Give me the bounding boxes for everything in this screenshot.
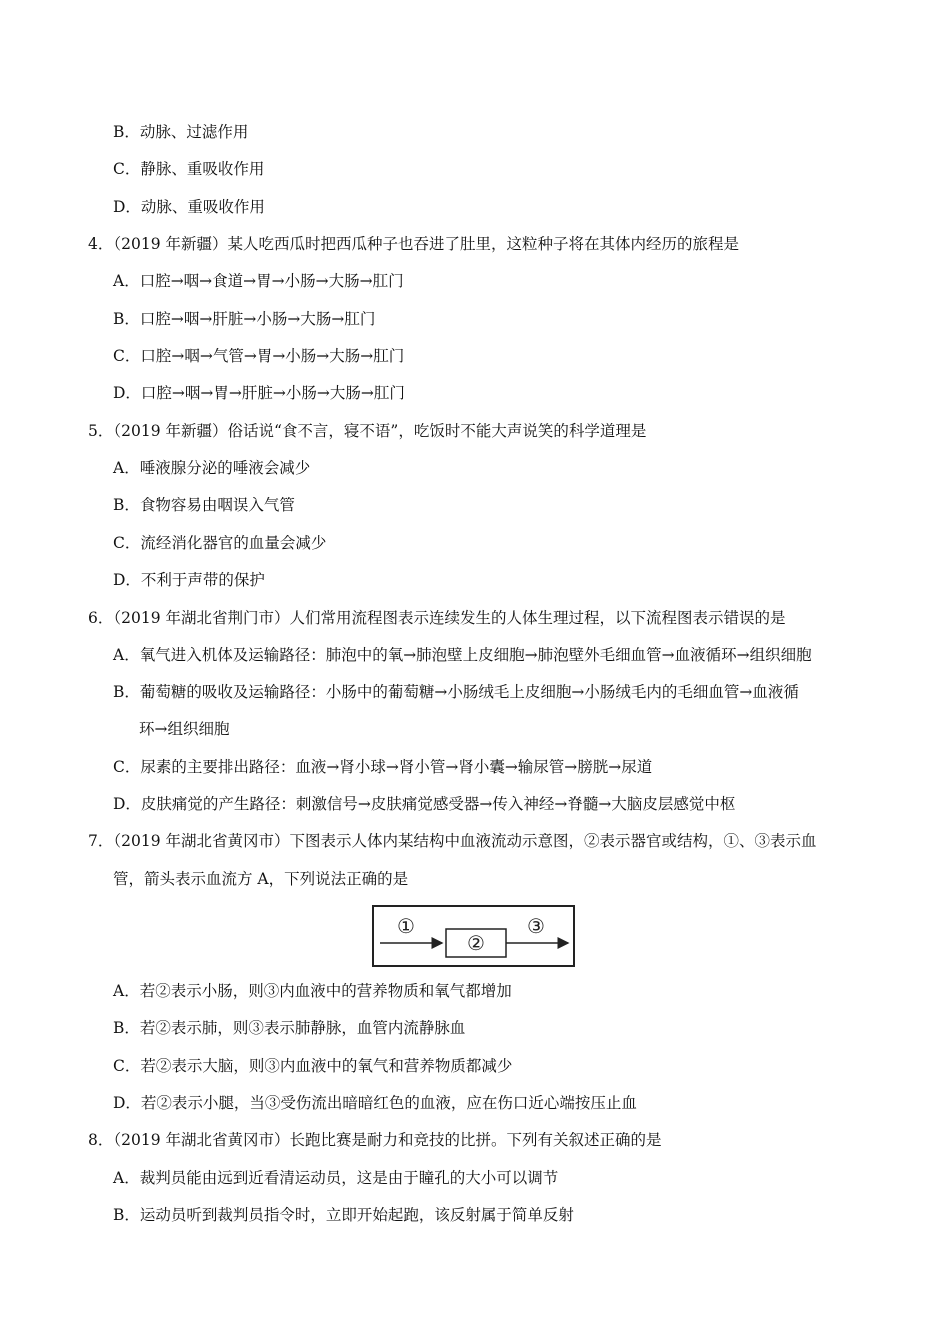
q3-option-b: B．动脉、过滤作用 bbox=[113, 123, 249, 141]
q4-option-d: D．口腔→咽→胃→肝脏→小肠→大肠→肛门 bbox=[113, 384, 405, 402]
q7-option-a: A．若②表示小肠，则③内血液中的营养物质和氧气都增加 bbox=[113, 982, 512, 1000]
question-6: 6．（2019 年湖北省荆门市）人们常用流程图表示连续发生的人体生理过程，以下流程图表示错误的是 bbox=[88, 609, 786, 627]
q5-option-c: C．流经消化器官的血量会减少 bbox=[113, 534, 327, 552]
question-7: 7．（2019 年湖北省黄冈市）下图表示人体内某结构中血液流动示意图，②表示器官或结构，①、③表示血 bbox=[88, 832, 817, 850]
q4-option-c: C．口腔→咽→气管→胃→小肠→大肠→肛门 bbox=[113, 347, 405, 365]
q6-option-d: D．皮肤痛觉的产生路径：刺激信号→皮肤痛觉感受器→传入神经→脊髓→大脑皮层感觉中枢 bbox=[113, 795, 736, 813]
q6-option-c: C．尿素的主要排出路径：血液→肾小球→肾小管→肾小囊→输尿管→膀胱→尿道 bbox=[113, 758, 653, 776]
question-8: 8．（2019 年湖北省黄冈市）长跑比赛是耐力和竞技的比拼。下列有关叙述正确的是 bbox=[88, 1131, 662, 1149]
q8-option-a: A．裁判员能由远到近看清运动员，这是由于瞳孔的大小可以调节 bbox=[113, 1169, 559, 1187]
q3-option-d: D．动脉、重吸收作用 bbox=[113, 198, 265, 216]
q7-option-b: B．若②表示肺，则③表示肺静脉，血管内流静脉血 bbox=[113, 1019, 466, 1037]
q6-option-a: A．氧气进入机体及运输路径：肺泡中的氧→肺泡壁上皮细胞→肺泡壁外毛细血管→血液循环→组织细胞 bbox=[113, 646, 812, 664]
question-5: 5．（2019 年新疆）俗话说“食不言，寝不语”，吃饭时不能大声说笑的科学道理是 bbox=[88, 422, 647, 440]
organ-label-2: ② bbox=[467, 931, 485, 955]
blood-flow-diagram bbox=[372, 905, 575, 967]
q5-option-d: D．不利于声带的保护 bbox=[113, 571, 265, 589]
q8-option-b: B．运动员听到裁判员指令时，立即开始起跑，该反射属于简单反射 bbox=[113, 1206, 574, 1224]
q7-option-c: C．若②表示大脑，则③内血液中的氧气和营养物质都减少 bbox=[113, 1057, 513, 1075]
q4-option-b: B．口腔→咽→肝脏→小肠→大肠→肛门 bbox=[113, 310, 376, 328]
q6-option-b: B．葡萄糖的吸收及运输路径：小肠中的葡萄糖→小肠绒毛上皮细胞→小肠绒毛内的毛细血管→血液循 bbox=[113, 683, 799, 701]
question-4: 4．（2019 年新疆）某人吃西瓜时把西瓜种子也吞进了肚里，这粒种子将在其体内经历的旅程是 bbox=[88, 235, 739, 253]
q3-option-c: C．静脉、重吸收作用 bbox=[113, 160, 265, 178]
q6-option-b-continued: 环→组织细胞 bbox=[139, 720, 230, 738]
vessel-label-3: ③ bbox=[527, 914, 545, 938]
q5-option-b: B．食物容易由咽误入气管 bbox=[113, 496, 295, 514]
q7-option-d: D．若②表示小腿，当③受伤流出暗暗红色的血液，应在伤口近心端按压止血 bbox=[113, 1094, 637, 1112]
vessel-label-1: ① bbox=[397, 914, 415, 938]
q4-option-a: A．口腔→咽→食道→胃→小肠→大肠→肛门 bbox=[113, 272, 404, 290]
q5-option-a: A．唾液腺分泌的唾液会减少 bbox=[113, 459, 311, 477]
question-7-continued: 管，箭头表示血流方 A，下列说法正确的是 bbox=[113, 870, 409, 888]
